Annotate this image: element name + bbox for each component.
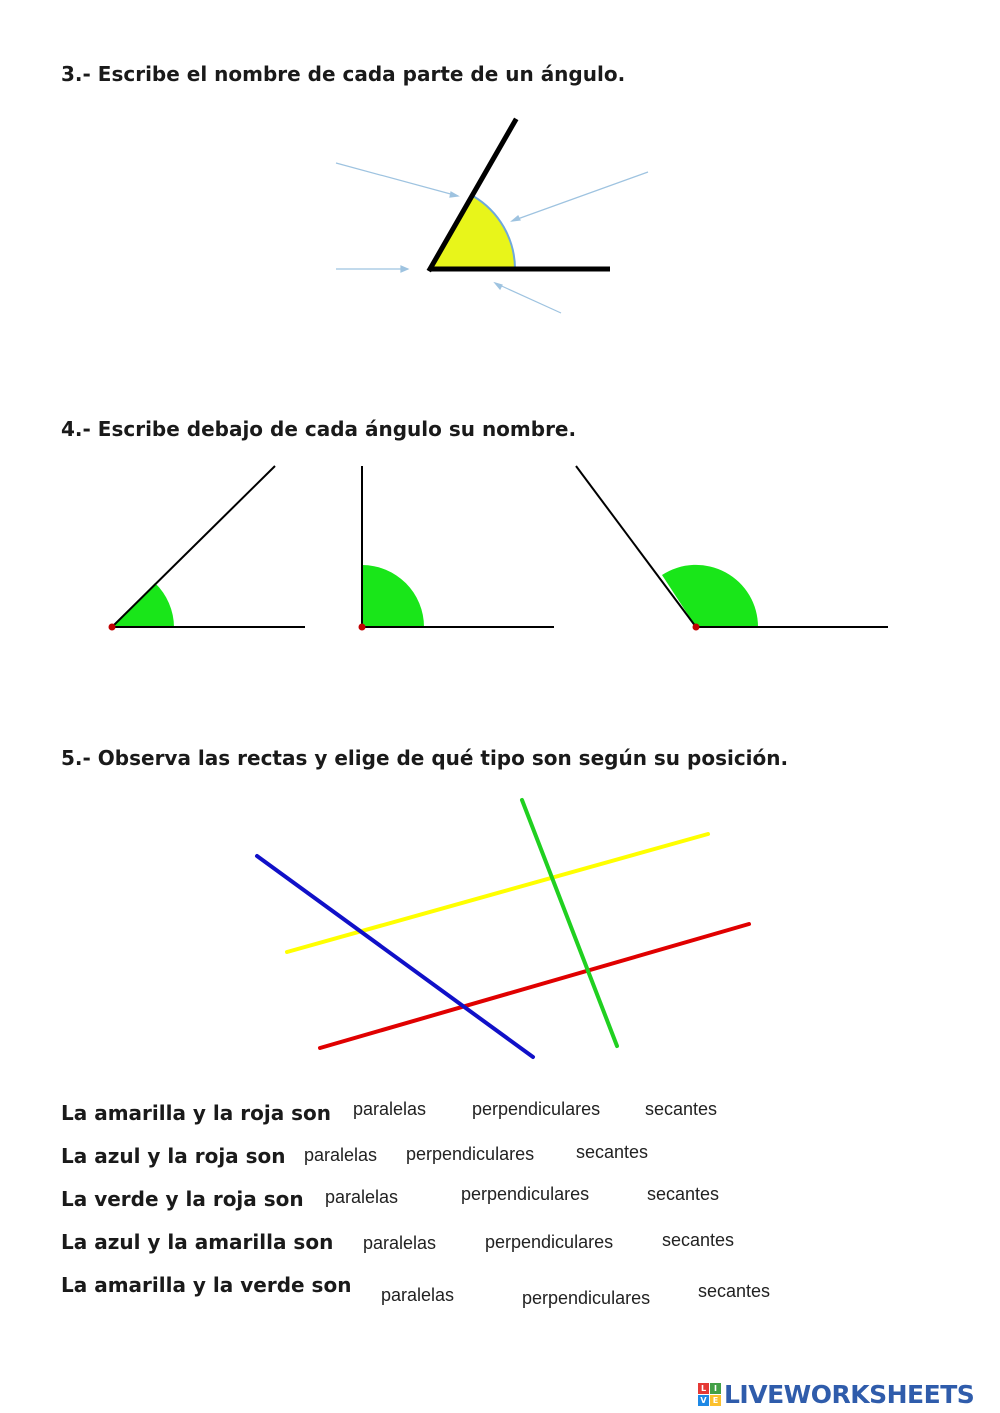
option-5-perpendiculares[interactable]: perpendiculares [522, 1288, 651, 1308]
red-line [320, 924, 749, 1048]
yellow-line [287, 834, 708, 952]
logo-letter-l: L [698, 1383, 709, 1394]
option-4-secantes[interactable]: secantes [662, 1230, 735, 1250]
liveworksheets-logo-icon [698, 1383, 721, 1406]
option-1-perpendiculares[interactable]: perpendiculares [472, 1099, 601, 1119]
statement-5: La amarilla y la verde son [61, 1273, 352, 1297]
option-1-secantes[interactable]: secantes [645, 1099, 718, 1119]
option-3-secantes[interactable]: secantes [647, 1184, 720, 1204]
logo-letter-v: V [698, 1395, 709, 1406]
statement-3: La verde y la roja son [61, 1187, 304, 1211]
option-5-paralelas[interactable]: paralelas [381, 1285, 455, 1305]
statement-2: La azul y la roja son [61, 1144, 286, 1168]
logo-letter-i: I [710, 1383, 721, 1394]
section-5-heading: 5.- Observa las rectas y elige de qué tipo son según su posición. [61, 746, 789, 770]
green-line [522, 800, 617, 1046]
option-4-perpendiculares[interactable]: perpendiculares [485, 1232, 614, 1252]
brand-text: LIVEWORKSHEETS [724, 1379, 975, 1409]
statement-1: La amarilla y la roja son [61, 1101, 332, 1125]
option-3-perpendiculares[interactable]: perpendiculares [461, 1184, 590, 1204]
option-4-paralelas[interactable]: paralelas [363, 1233, 437, 1253]
section-3-heading: 3.- Escribe el nombre de cada parte de un ángulo. [61, 62, 626, 86]
option-2-paralelas[interactable]: paralelas [304, 1145, 378, 1165]
logo-letter-e: E [710, 1395, 721, 1406]
section-4-heading: 4.- Escribe debajo de cada ángulo su nombre. [61, 417, 577, 441]
option-3-paralelas[interactable]: paralelas [325, 1187, 399, 1207]
option-5-secantes[interactable]: secantes [698, 1281, 771, 1301]
option-2-perpendiculares[interactable]: perpendiculares [406, 1144, 535, 1164]
option-2-secantes[interactable]: secantes [576, 1142, 649, 1162]
option-1-paralelas[interactable]: paralelas [353, 1099, 427, 1119]
liveworksheets-brand [698, 1380, 974, 1408]
statement-4: La azul y la amarilla son [61, 1230, 334, 1254]
